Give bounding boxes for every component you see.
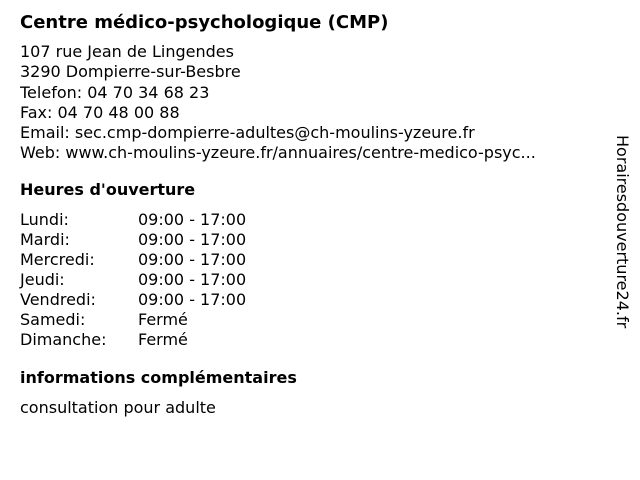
phone-line: Telefon: 04 70 34 68 23 — [20, 82, 210, 102]
hours-row-tuesday — [20, 230, 610, 250]
hours-time: 09:00 - 17:00 — [138, 209, 247, 229]
hours-row-thursday — [20, 270, 610, 290]
hours-time: Fermé — [138, 309, 188, 329]
page-title: Centre médico-psychologique (CMP) — [20, 12, 389, 33]
hours-day: Jeudi: — [20, 269, 65, 289]
info-heading: informations complémentaires — [20, 367, 297, 387]
address-street: 107 rue Jean de Lingendes — [20, 42, 234, 61]
hours-day: Dimanche: — [20, 329, 107, 349]
hours-table — [20, 210, 610, 350]
hours-row-wednesday — [20, 250, 610, 270]
web-line: Web: www.ch-moulins-yzeure.fr/annuaires/centre-medico-psyc... — [20, 143, 536, 163]
hours-time: 09:00 - 17:00 — [138, 249, 247, 269]
contact-block — [20, 42, 610, 164]
hours-day: Mercredi: — [20, 249, 95, 269]
info-text: consultation pour adulte — [20, 397, 216, 417]
hours-row-saturday — [20, 310, 610, 330]
hours-day: Mardi: — [20, 229, 70, 249]
hours-time: 09:00 - 17:00 — [138, 269, 247, 289]
hours-day: Lundi: — [20, 209, 69, 229]
email-line: Email: sec.cmp-dompierre-adultes@ch-moulins-yzeure.fr — [20, 123, 475, 143]
address-city: 3290 Dompierre-sur-Besbre — [20, 62, 241, 82]
hours-day: Samedi: — [20, 309, 86, 329]
hours-time: 09:00 - 17:00 — [138, 289, 247, 309]
hours-row-friday — [20, 290, 610, 310]
site-watermark: Horairesdouverture24.fr — [613, 135, 632, 329]
fax-line: Fax: 04 70 48 00 88 — [20, 102, 180, 122]
hours-heading: Heures d'ouverture — [20, 179, 196, 199]
hours-time: Fermé — [138, 329, 188, 349]
hours-row-monday — [20, 210, 610, 230]
place-card — [20, 10, 610, 418]
hours-time: 09:00 - 17:00 — [138, 229, 247, 249]
hours-day: Vendredi: — [20, 289, 96, 309]
hours-row-sunday — [20, 330, 610, 350]
